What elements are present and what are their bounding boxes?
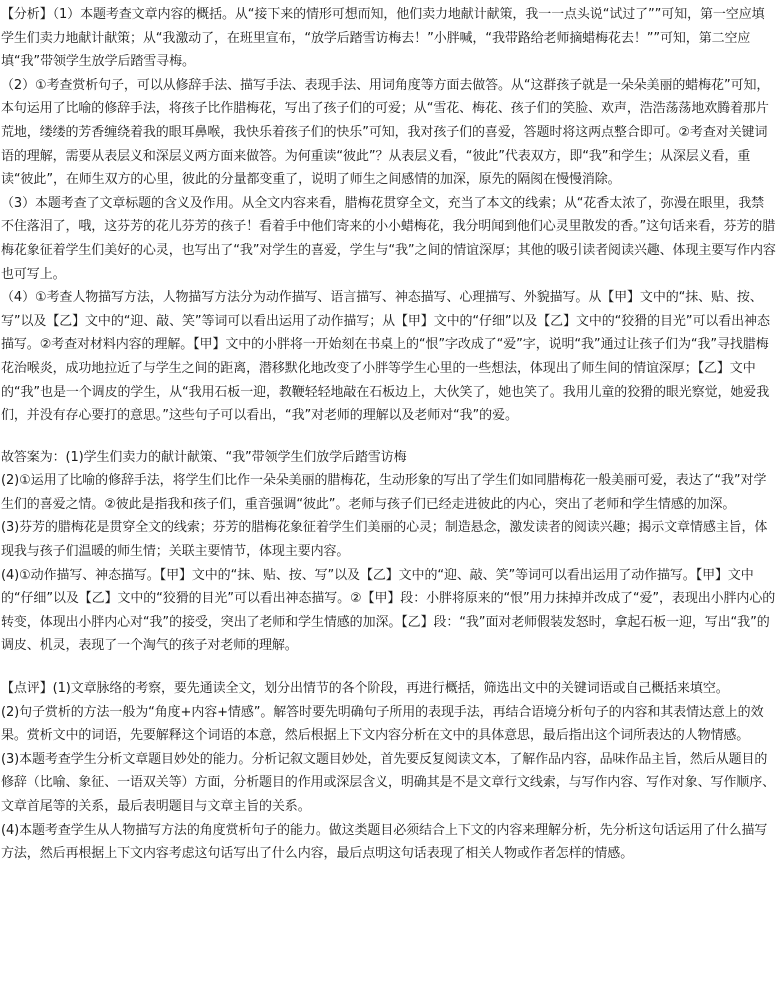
- answer-intro: 故答案为：(1)学生们卖力的献计献策、“我”带领学生们放学后踏雪访梅: [1, 449, 407, 465]
- answer-part-2: (2)①运用了比喻的修辞手法，将学生们比作一朵朵美丽的腊梅花，生动形象的写出了学生们如同腊梅花一般美丽可爱，表达了“我”对学生们的喜爱之情。②彼此是指我和孩子们，重音强调“彼此”。老师与孩子们已经走进彼此的内心，突出了老师和学生情感的加深。: [1, 473, 767, 512]
- comment-part-2: (2)句子赏析的方法一般为“角度+内容+情感”。解答时要先明确句子所用的表现手法，再结合语境分析句子的内容和其表情达意上的效果。赏析文中的词语，先要解释这个词语的本意，然后根据上下文内容分析在文中的具体意思，最后指出这个词所表达的人物情感。: [1, 704, 764, 744]
- analysis-part-4: （4）①考查人物描写方法，人物描写方法分为动作描写、语言描写、神态描写、心理描写、外貌描写。从【甲】文中的“抹、贴、按、写”以及【乙】文中的“迎、敲、笑”等词可以看出运用了动作描写；从【甲】文中的“仔细”以及【乙】文中的“狡猾的目光”可以看出神态描写。②考查对材料内容的理解。【甲】文中的小胖将一开始刻在书桌上的“恨”字改成了“爱”字，说明“我”通过让孩子们为“我”寻找腊梅花治喉炎，成功地拉近了与学生之间的距离，潜移默化地改变了小胖等学生心里的一些想法，体现出了师生间的情谊深厚；【乙】文中的“我”也是一个调皮的学生，从“我用石板一迎，教鞭轻轻地敲在石板边上，大伙笑了，她也笑了。我用儿童的狡猾的眼光察觉，她爱我们，并没有存心要打的意思。”这些句子可以看出，“我”对老师的理解以及老师对“我”的爱。: [1, 290, 770, 424]
- comment-part-3: (3)本题考查学生分析文章题目妙处的能力。分析记叙文题目妙处，首先要反复阅读文本，了解作品内容，品味作品主旨，然后从题目的修辞（比喻、象征、一语双关等）方面，分析题目的作用或深层含义，明确其是不是文章行文线索，与写作内容、写作对象、写作顺序、文章首尾等的关系，最后表明题目与文章主旨的关系。: [1, 751, 776, 814]
- comment-part-4: (4)本题考查学生从人物描写方法的角度赏析句子的能力。做这类题目必须结合上下文的内容来理解分析，先分析这句话运用了什么描写方法，然后再根据上下文内容考虑这句话写出了什么内容，最后点明这句话表现了相关人物或作者怎样的情感。: [1, 822, 768, 862]
- answer-section: [1, 446, 776, 658]
- comment-section: [1, 677, 776, 866]
- analysis-section: [1, 3, 776, 428]
- analysis-part-1: 【分析】（1）本题考查文章内容的概括。从“接下来的情形可想而知，他们卖力地献计献策，我一一点头说“试过了””可知，第一空应填学生们卖力地献计献策；从“我激动了，在班里宣布，“放学后踏雪访梅去！”小胖喊，“我带路给老师摘蜡梅花去！””可知，第二空应填“我”带领学生放学后踏雪寻梅。: [1, 7, 765, 70]
- comment-part-1: 【点评】(1)文章脉络的考察，要先通读全文，划分出情节的各个阶段，再进行概括，筛选出文中的关键词语或自己概括来填空。: [1, 681, 729, 697]
- answer-part-3: (3)芬芳的腊梅花是贯穿全文的线索；芬芳的腊梅花象征着学生们美丽的心灵；制造悬念，激发读者的阅读兴趣；揭示文章情感主旨，体现我与孩子们温暖的师生情；关联主要情节，体现主要内容。: [1, 520, 768, 560]
- analysis-part-3: （3）本题考查了文章标题的含义及作用。从全文内容来看，腊梅花贯穿全文，充当了本文的线索；从“花香太浓了，弥漫在眼里，我禁不住落泪了，哦，这芬芳的花儿芬芳的孩子！看着手中他们寄来的小小蜡梅花，我分明闻到他们心灵里散发的香。”这句话来看，芬芳的腊梅花象征着学生们美好的心灵，也写出了“我”对学生的喜爱，学生与“我”之间的情谊深厚；其他的吸引读者阅读兴趣、体现主要写作内容也可写上。: [1, 195, 776, 282]
- answer-part-4: (4)①动作描写、神态描写。【甲】文中的“抹、贴、按、写”以及【乙】文中的“迎、敲、笑”等词可以看出运用了动作描写。【甲】文中的“仔细”以及【乙】文中的“狡猾的目光”可以看出神态描写。②【甲】段：小胖将原来的“恨”用力抹掉并改成了“爱”，表现出小胖内心的转变，体现出小胖内心对“我”的接受，突出了老师和学生情感的加深。【乙】段：“我”面对老师假装发怒时，拿起石板一迎，写出“我”的调皮、机灵，表现了一个淘气的孩子对老师的理解。: [1, 567, 776, 654]
- analysis-part-2: （2）①考查赏析句子，可以从修辞手法、描写手法、表现手法、用词角度等方面去做答。从“这群孩子就是一朵朵美丽的蜡梅花”可知，本句运用了比喻的修辞手法，将孩子比作腊梅花，写出了孩子们的可爱；从“雪花、梅花、孩子们的笑脸、欢声，浩浩荡荡地欢腾着那片荒地，缕缕的芳香缠绕着我的眼耳鼻喉，我快乐着孩子们的快乐”可知，我对孩子们的喜爱，答题时将这两点整合即可。②考查对关键词语的理解，需要从表层义和深层义两方面来做答。为何重读“彼此”？从表层义看，“彼此”代表双方，即“我”和学生；从深层义看，重读“彼此”，在师生双方的心里，彼此的分量都变重了，说明了师生之间感情的加深，原先的隔阂在慢慢消除。: [1, 77, 770, 188]
